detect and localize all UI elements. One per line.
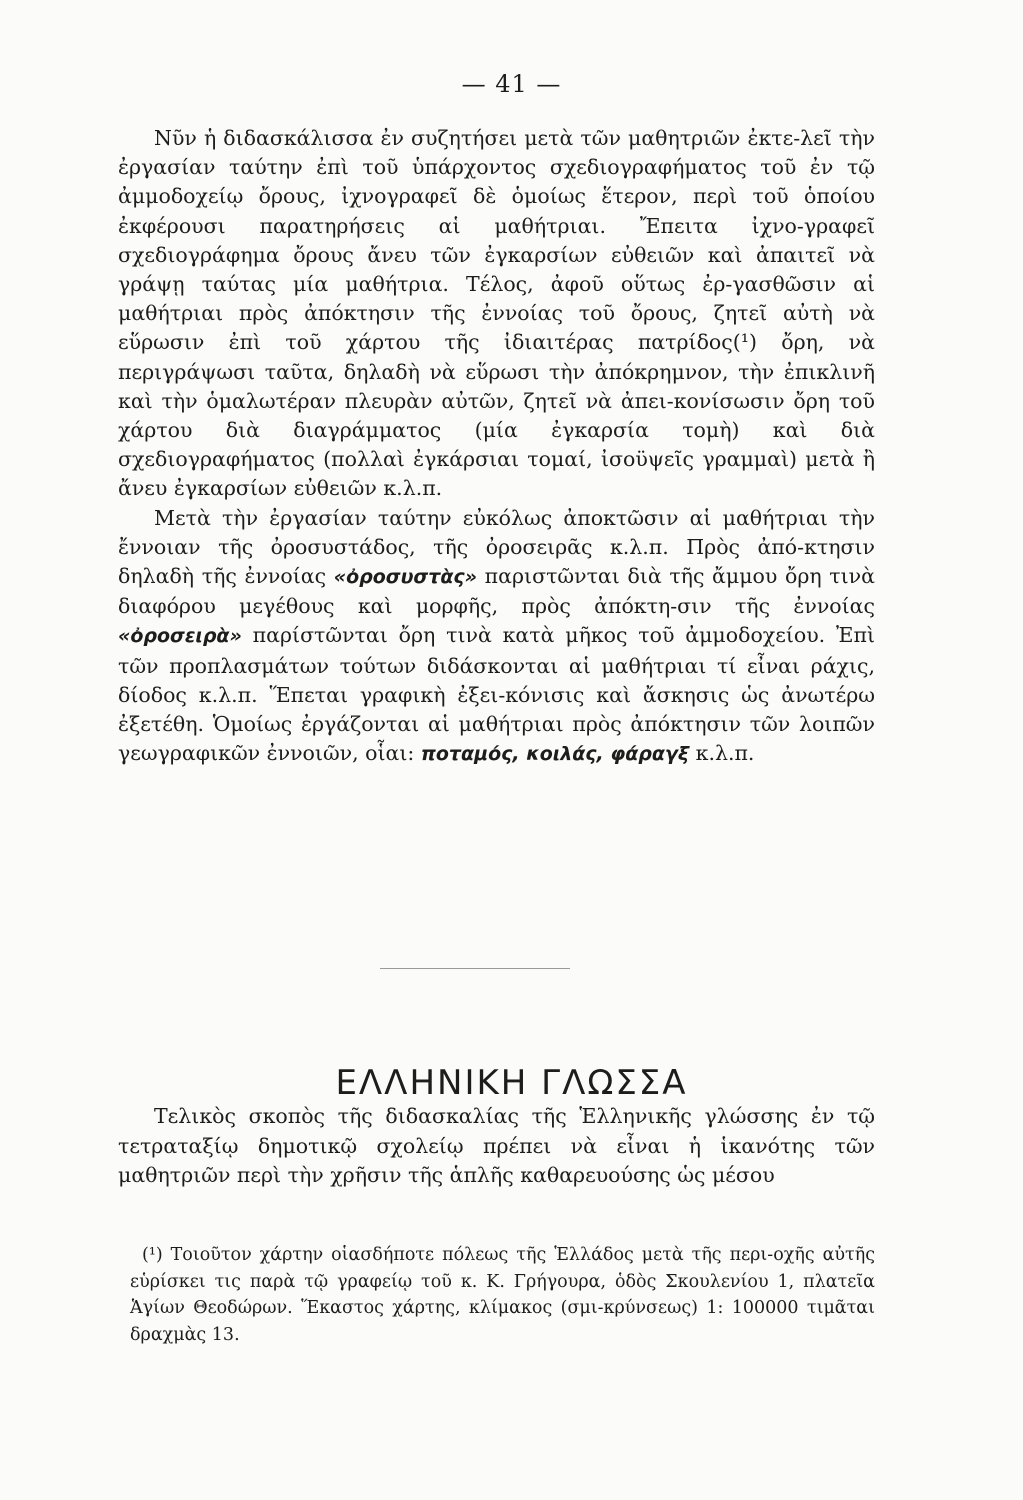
- section-text: [118, 1102, 875, 1191]
- term-orosystas: «ὀροσυστὰς»: [333, 566, 478, 589]
- paragraph-2-part-d: κ.λ.π.: [689, 741, 755, 766]
- section-heading: ΕΛΛΗΝΙΚΗ ΓΛΩΣΣΑ: [335, 1062, 688, 1103]
- paragraph-2-part-b: παριστῶνται διὰ τῆς ἄμμου ὄρη τινὰ διαφόρου μεγέθους καὶ μορφῆς, πρὸς ἀπόκτη-σιν τῆς ἐννοίας: [118, 564, 875, 619]
- term-oroseira: «ὀροσειρὰ»: [118, 625, 242, 648]
- section-paragraph: Τελικὸς σκοπὸς τῆς διδασκαλίας τῆς Ἑλληνικῆς γλώσσης ἐν τῷ τετραταξίῳ δημοτικῷ σχολείῳ πρέπει νὰ εἶναι ἡ ἱκανότης τῶν μαθητριῶν περὶ τὴν χρῆσιν τῆς ἁπλῆς καθαρευούσης ὡς μέσου: [118, 1104, 875, 1187]
- terms-potamos-koilas-faragx: ποταμός, κοιλάς, φάραγξ: [420, 743, 690, 766]
- footnote: [130, 1242, 875, 1348]
- paragraph-2: [118, 504, 875, 770]
- footnote-text: (¹) Τοιοῦτον χάρτην οἱασδήποτε πόλεως τῆς Ἑλλάδος μετὰ τῆς περι-οχῆς αὐτῆς εὑρίσκει τις παρὰ τῷ γραφείῳ τοῦ κ. Κ. Γρήγουρα, ὁδὸς Σκουλενίου 1, πλατεῖα Ἁγίων Θεοδώρων. Ἕκαστος χάρτης, κλίμακος (σμι-κρύνσεως) 1: 100000 τιμᾶται δραχμὰς 13.: [130, 1245, 875, 1345]
- paragraph-2-part-a: Μετὰ τὴν ἐργασίαν ταύτην εὐκόλως ἀποκτῶσιν αἱ μαθήτριαι τὴν ἔννοιαν τῆς ὀροσυστάδος, τῆς ὀροσειρᾶς κ.λ.π. Πρὸς ἀπό-κτησιν δηλαδὴ τῆς ἐννοίας: [118, 505, 875, 589]
- separator-line: [380, 968, 570, 969]
- body-text: [118, 124, 875, 769]
- paragraph-2-part-c: παρίστῶνται ὄρη τινὰ κατὰ μῆκος τοῦ ἀμμοδοχείου. Ἐπὶ τῶν προπλασμάτων τούτων διδάσκονται αἱ μαθήτριαι τί εἶναι ράχις, δίοδος κ.λ.π. Ἕπεται γραφικὴ ἐξει-κόνισις καὶ ἄσκησις ὡς ἀνωτέρω ἐξετέθη. Ὁμοίως ἐργάζονται αἱ μαθήτριαι πρὸς ἀπόκτησιν τῶν λοιπῶν γεωγραφικῶν ἐννοιῶν, οἷαι:: [118, 623, 875, 766]
- paragraph-1: Νῦν ἡ διδασκάλισσα ἐν συζητήσει μετὰ τῶν μαθητριῶν ἐκτε-λεῖ τὴν ἐργασίαν ταύτην ἐπὶ τοῦ ὑπάρχοντος σχεδιογραφήματος τοῦ ἐν τῷ ἀμμοδοχείῳ ὄρους, ἰχνογραφεῖ δὲ ὁμοίως ἕτερον, περὶ τοῦ ὁποίου ἐκφέρουσι παρατηρήσεις αἱ μαθήτριαι. Ἔπειτα ἰχνο-γραφεῖ σχεδιογράφημα ὄρους ἄνευ τῶν ἐγκαρσίων εὐθειῶν καὶ ἀπαιτεῖ νὰ γράψῃ ταύτας μία μαθήτρια. Τέλος, ἀφοῦ οὕτως ἐρ-γασθῶσιν αἱ μαθήτριαι πρὸς ἀπόκτησιν τῆς ἐννοίας τοῦ ὄρους, ζητεῖ αὐτὴ νὰ εὕρωσιν ἐπὶ τοῦ χάρτου τῆς ἰδιαιτέρας πατρίδος(¹) ὄρη, νὰ περιγράψωσι ταῦτα, δηλαδὴ νὰ εὕρωσι τὴν ἀπόκρημνον, τὴν ἐπικλινῆ καὶ τὴν ὁμαλωτέραν πλευρὰν αὐτῶν, ζητεῖ νὰ ἀπει-κονίσωσιν ὄρη τοῦ χάρτου διὰ διαγράμματος (μία ἐγκαρσία τομὴ) καὶ διὰ σχεδιογραφήματος (πολλαὶ ἐγκάρσιαι τομαί, ἰσοϋψεῖς γραμμαὶ) μετὰ ἢ ἄνευ ἐγκαρσίων εὐθειῶν κ.λ.π.: [118, 126, 875, 501]
- page-number: — 41 —: [461, 70, 562, 98]
